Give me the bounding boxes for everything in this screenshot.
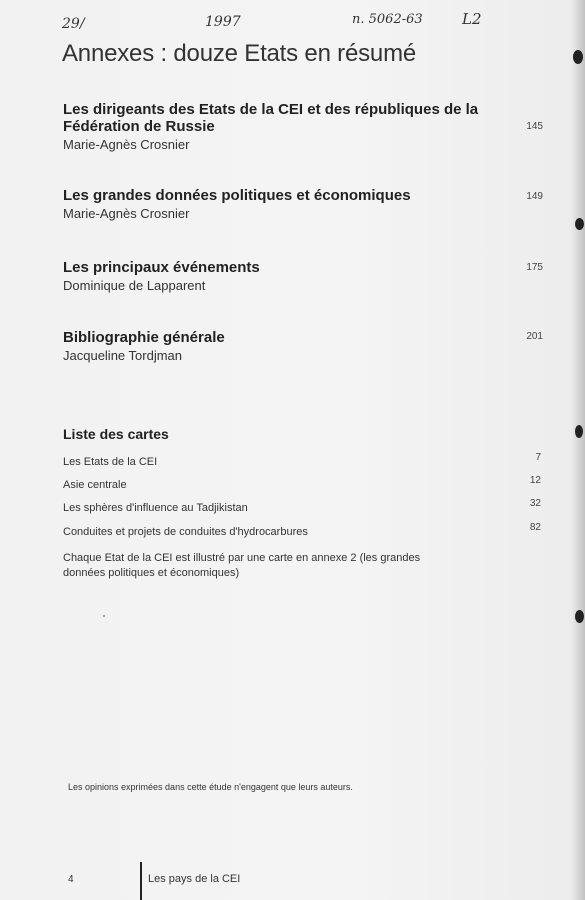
toc-entry-author: Marie-Agnès Crosnier	[63, 206, 190, 221]
scan-speck	[103, 615, 105, 617]
map-list-item-label: Les Etats de la CEI	[63, 456, 158, 468]
map-list-item-label: Les sphères d'influence au Tadjikistan	[63, 502, 248, 514]
map-list-item	[63, 522, 541, 538]
footer-running-title: Les pays de la CEI	[148, 873, 241, 885]
toc-entry-title: Bibliographie générale	[63, 329, 225, 346]
map-list-item-page: 7	[535, 452, 541, 463]
toc-entry	[63, 187, 543, 223]
toc-entry-title: Les grandes données politiques et économiques	[63, 187, 411, 204]
scan-mark	[575, 610, 584, 623]
map-list-item-page: 82	[529, 522, 541, 533]
maps-note: Chaque Etat de la CEI est illustré par une carte en annexe 2 (les grandes données politiques et économiques)	[63, 552, 421, 579]
toc-entry-page: 149	[526, 191, 543, 202]
handwritten-note: L2	[462, 10, 482, 28]
map-list-item-label: Asie centrale	[63, 479, 127, 491]
map-list-item-page: 32	[529, 498, 541, 509]
toc-entry	[63, 329, 543, 365]
scan-mark	[573, 50, 583, 64]
disclaimer: Les opinions exprimées dans cette étude n'engagent que leurs auteurs.	[68, 782, 353, 792]
handwritten-note: n. 5062-63	[352, 12, 423, 27]
footer-page-number: 4	[68, 874, 74, 885]
map-list-item	[63, 452, 541, 468]
map-list-item	[63, 498, 541, 514]
toc-entry-page: 175	[526, 262, 543, 273]
handwritten-note: 1997	[205, 14, 241, 30]
handwritten-note: 29/	[62, 16, 85, 32]
toc-entry-title: Les principaux événements	[63, 259, 260, 276]
toc-entry	[63, 259, 543, 295]
toc-entry-author: Dominique de Lapparent	[63, 278, 206, 293]
map-list-item-page: 12	[529, 475, 541, 486]
toc-entry-page: 145	[526, 121, 543, 132]
scan-mark	[575, 425, 583, 438]
toc-entry	[63, 101, 543, 154]
scan-mark	[575, 218, 584, 230]
binding-shadow	[571, 0, 585, 900]
maps-list-heading: Liste des cartes	[63, 426, 169, 442]
toc-entry-title: Les dirigeants des Etats de la CEI et des républiques de la Fédération de Russie	[63, 101, 479, 135]
page-title: Annexes : douze Etats en résumé	[62, 40, 417, 67]
map-list-item	[63, 475, 541, 491]
toc-entry-author: Marie-Agnès Crosnier	[63, 137, 190, 152]
map-list-item-label: Conduites et projets de conduites d'hydrocarbures	[63, 526, 308, 538]
toc-entry-page: 201	[526, 331, 543, 342]
footer-divider	[140, 862, 142, 900]
toc-entry-author: Jacqueline Tordjman	[63, 348, 182, 363]
